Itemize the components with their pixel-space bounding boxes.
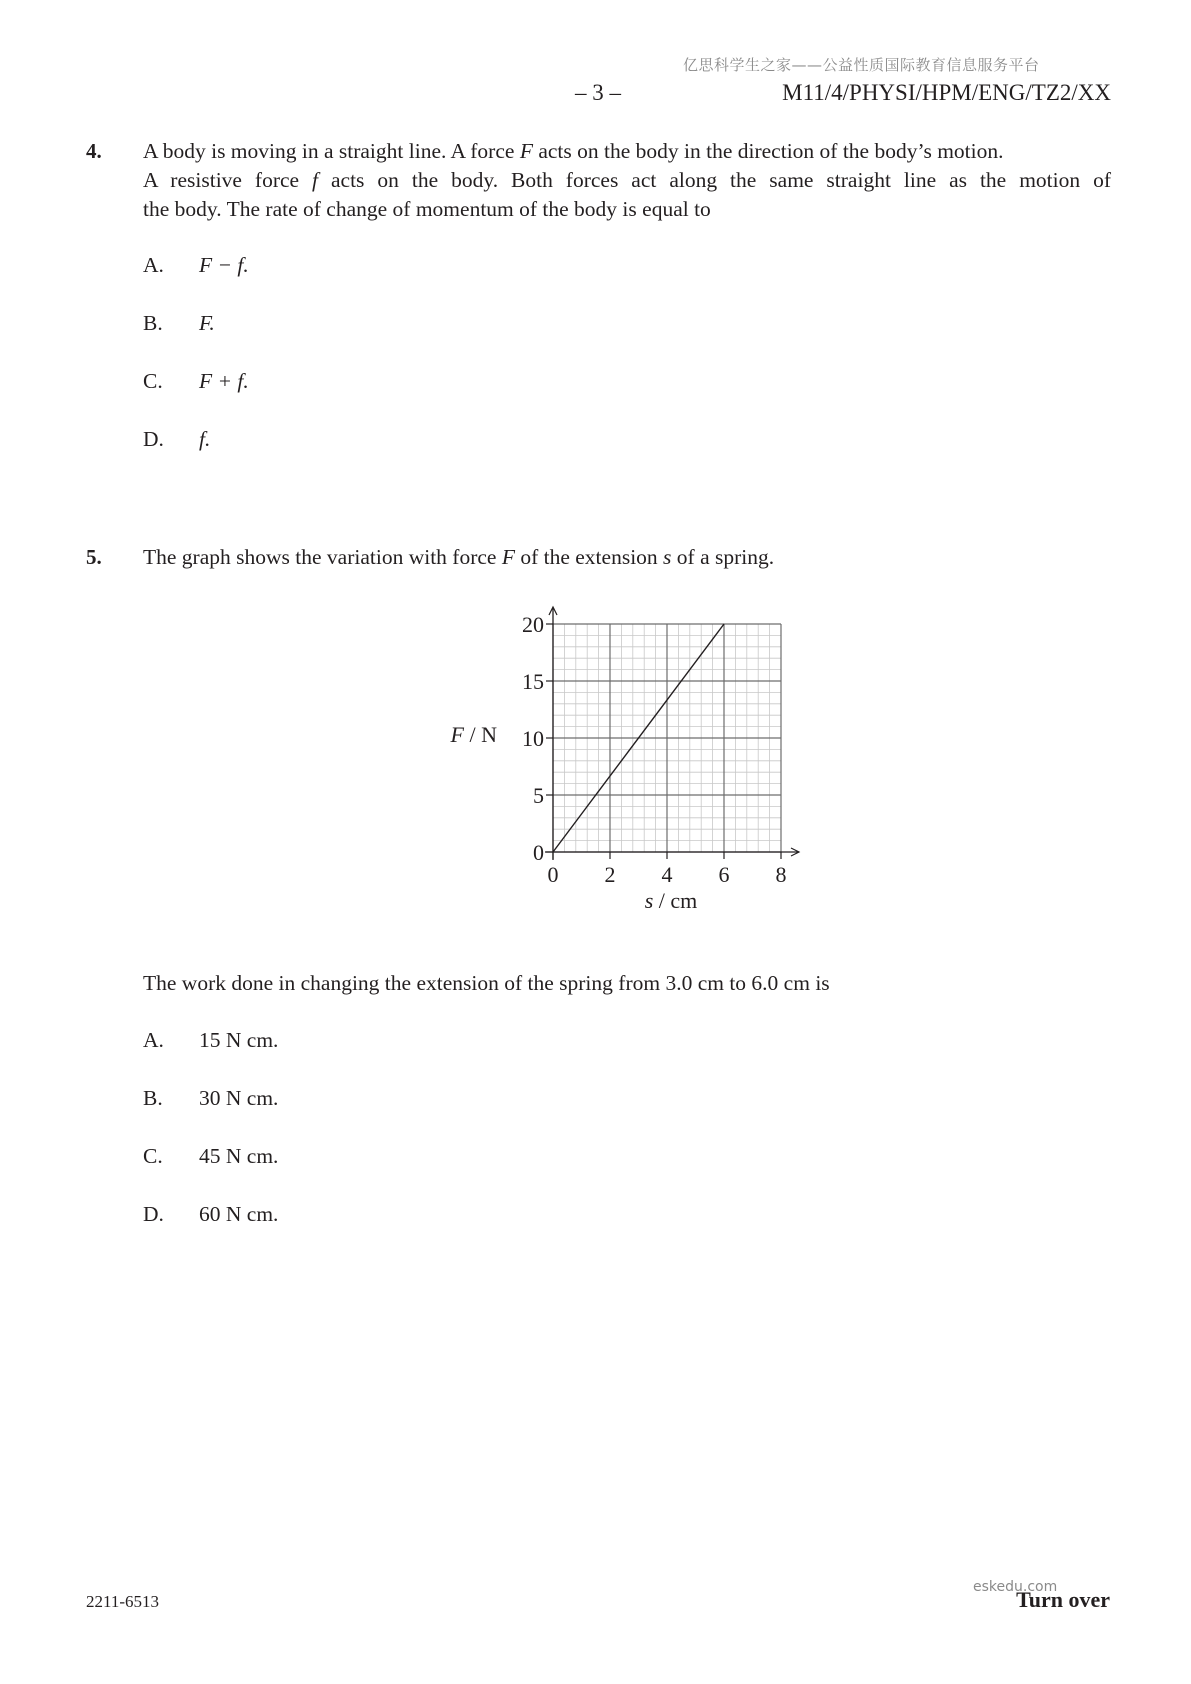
q4-option-a-letter: A. — [143, 253, 164, 277]
question-4-line-1: A body is moving in a straight line. A force F acts on the body in the direction of the body’s motion. — [143, 139, 1004, 163]
turn-over-label: Turn over — [1016, 1587, 1110, 1612]
question-4-number: 4. — [86, 139, 102, 163]
q5-option-d-text: 60 N cm. — [199, 1202, 279, 1226]
document-code: M11/4/PHYSI/HPM/ENG/TZ2/XX — [782, 80, 1111, 105]
x-tick-label: 0 — [547, 862, 559, 887]
question-5-number: 5. — [86, 545, 102, 569]
y-tick-label: 5 — [533, 783, 544, 808]
x-tick-label: 2 — [604, 862, 616, 887]
question-4-line-3: the body. The rate of change of momentum of the body is equal to — [143, 197, 711, 221]
q5-option-c-letter: C. — [143, 1144, 163, 1168]
q4-option-b-letter: B. — [143, 311, 163, 335]
q4-option-c-text: F + f. — [199, 369, 249, 393]
footer-watermark: eskedu.com — [973, 1579, 1058, 1595]
q5-option-c-text: 45 N cm. — [199, 1144, 279, 1168]
y-tick-label: 0 — [533, 840, 544, 865]
footer-code: 2211-6513 — [86, 1592, 160, 1611]
q4-option-a-text: F − f. — [199, 253, 249, 277]
q5-option-b-letter: B. — [143, 1086, 163, 1110]
question-5-text: The graph shows the variation with force F of the extension s of a spring. — [143, 545, 775, 569]
question-4-text — [143, 137, 1111, 224]
q5-option-b-text: 30 N cm. — [199, 1086, 279, 1110]
x-axis-label: s / cm — [644, 888, 698, 913]
y-tick-label: 10 — [522, 726, 544, 751]
q4-option-b-text: F. — [199, 311, 215, 335]
q4-option-d-text: f. — [199, 427, 211, 451]
y-axis-arrow — [549, 607, 557, 615]
y-tick-label: 15 — [522, 669, 544, 694]
q5-option-a-letter: A. — [143, 1028, 164, 1052]
y-axis-label: F / N — [450, 722, 497, 747]
y-tick-label: 20 — [522, 612, 544, 637]
header-watermark: 亿思科学生之家——公益性质国际教育信息服务平台 — [683, 56, 1040, 74]
q4-option-d-letter: D. — [143, 427, 164, 451]
q5-option-d-letter: D. — [143, 1202, 164, 1226]
x-tick-label: 4 — [661, 862, 673, 887]
question-5-work-text: The work done in changing the extension of the spring from 3.0 cm to 6.0 cm is — [143, 971, 830, 995]
series-line-spring — [553, 624, 724, 852]
x-axis-arrow — [791, 848, 799, 856]
x-tick-label: 8 — [775, 862, 787, 887]
question-4-line-2: A resistive force f acts on the body. Both forces act along the same straight line as the motion of — [143, 168, 1111, 192]
q4-option-c-letter: C. — [143, 369, 163, 393]
page-number: – 3 – — [575, 80, 621, 105]
x-tick-label: 6 — [718, 862, 730, 887]
q5-option-a-text: 15 N cm. — [199, 1028, 279, 1052]
